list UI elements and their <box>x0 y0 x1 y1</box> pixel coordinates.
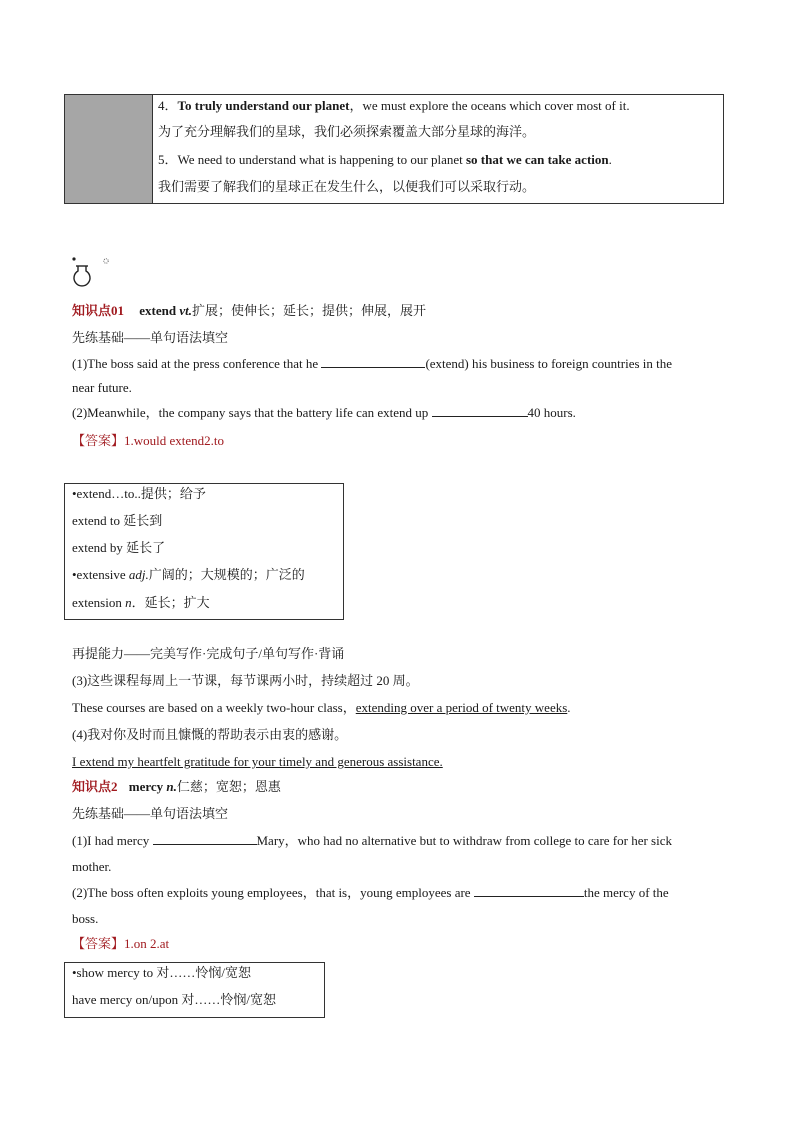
kp2-answer: 【答案】1.on 2.at <box>72 936 170 951</box>
kp2-section-basic: 先练基础——单句语法填空 <box>72 806 229 821</box>
kp1-section-basic: 先练基础——单句语法填空 <box>72 330 229 345</box>
kp2-q1-blank <box>153 832 257 845</box>
kp1-q1: (1)The boss said at the press conference that he (extend) his business to foreign countries in the <box>72 356 673 371</box>
kp1-q1-cont: near future. <box>72 380 132 395</box>
kp1-section-ability: 再提能力——完美写作·完成句子/单句写作·背诵 <box>72 646 345 661</box>
summary-table <box>64 94 724 204</box>
sentence-5-translation: 我们需要了解我们的星球正在发生什么，以便我们可以采取行动。 <box>158 179 536 194</box>
kp2-q1-cont: mother. <box>72 859 112 874</box>
kp2-box-line-1: •show mercy to 对……怜悯/宽恕 <box>72 965 251 980</box>
table-gray-cell <box>65 95 153 203</box>
kp1-q3-zh: (3)这些课程每周上一节课，每节课两小时，持续超过 20 周。 <box>72 673 419 688</box>
kp2-heading: 知识点2 mercy n.仁慈；宽恕；恩惠 <box>72 779 281 794</box>
kp1-q4-zh: (4)我对你及时而且慷慨的帮助表示由衷的感谢。 <box>72 727 348 742</box>
kp2-box-line-2: have mercy on/upon 对……怜悯/宽恕 <box>72 992 276 1007</box>
kp2-q2-blank <box>474 884 584 897</box>
kp2-usage-box <box>64 962 325 1018</box>
kp2-q2-cont: boss. <box>72 911 99 926</box>
kp1-box-line-3: extend by 延长了 <box>72 540 166 555</box>
sentence-5: 5．We need to understand what is happening to our planet so that we can take action. <box>158 152 612 167</box>
kp1-q3-en: These courses are based on a weekly two-hour class，extending over a period of twenty weeks. <box>72 700 571 715</box>
kp2-q2: (2)The boss often exploits young employees，that is，young employees are the mercy of the <box>72 885 669 900</box>
kp1-q2-blank <box>432 404 528 417</box>
kp1-usage-box <box>64 483 344 620</box>
kp1-heading: 知识点01 extend vt.扩展；使伸长；延长；提供；伸展，展开 <box>72 303 427 318</box>
sentence-4: 4．To truly understand our planet，we must explore the oceans which cover most of it. <box>158 98 630 113</box>
kp1-answer: 【答案】1.would extend2.to <box>72 433 225 448</box>
kp1-box-line-1: •extend…to..提供；给予 <box>72 486 206 501</box>
kp1-q1-blank <box>321 355 425 368</box>
kp1-box-line-2: extend to 延长到 <box>72 513 163 528</box>
sentence-4-translation: 为了充分理解我们的星球，我们必须探索覆盖大部分星球的海洋。 <box>158 124 536 139</box>
kp1-q2: (2)Meanwhile，the company says that the battery life can extend up 40 hours. <box>72 405 576 420</box>
kp1-box-line-4: •extensive adj.广阔的；大规模的；广泛的 <box>72 567 305 582</box>
kp1-q4-en: I extend my heartfelt gratitude for your timely and generous assistance. <box>72 754 443 769</box>
flask-icon <box>70 254 116 290</box>
kp2-q1: (1)I had mercy Mary，who had no alternative but to withdraw from college to care for her sick <box>72 833 672 848</box>
kp1-box-line-5: extension n．延长；扩大 <box>72 595 210 610</box>
